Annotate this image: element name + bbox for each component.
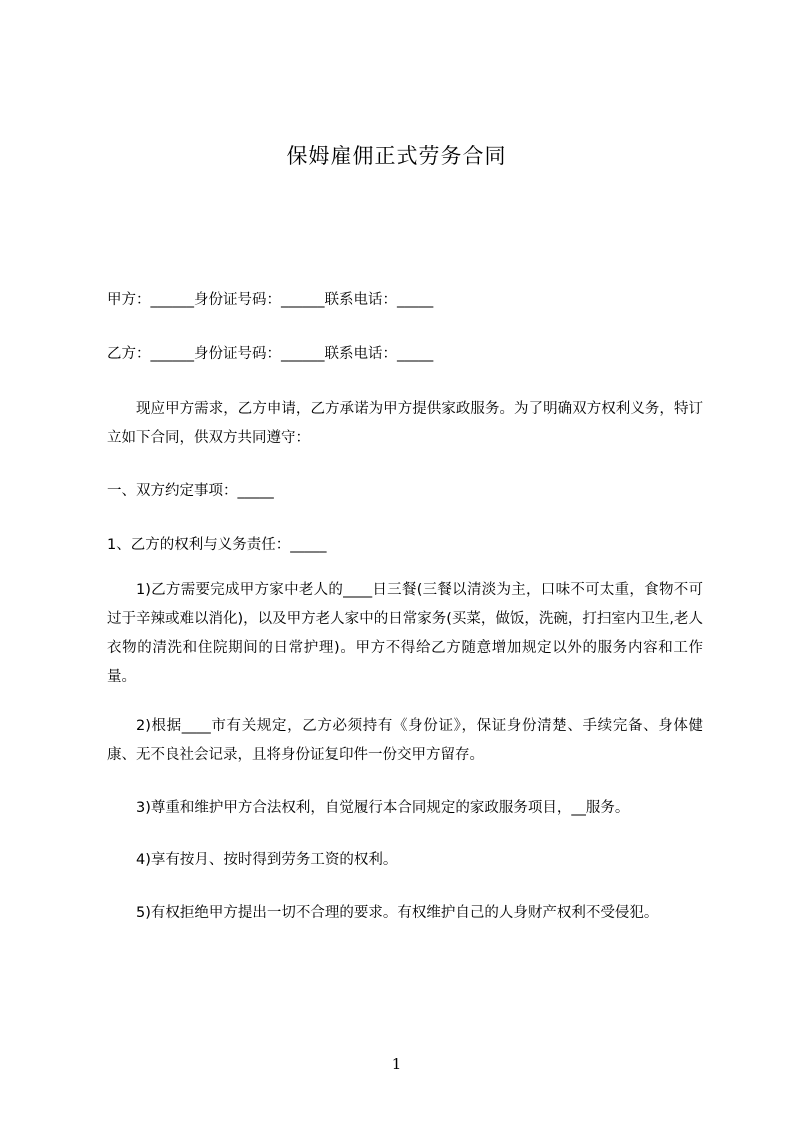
page-title: 保姆雇佣正式劳务合同 bbox=[286, 144, 507, 168]
page-number: 1 bbox=[391, 1055, 402, 1073]
party-b-line: 乙方：______身份证号码：______联系电话：_____ bbox=[107, 346, 434, 362]
intro-paragraph: 现应甲方需求，乙方申请，乙方承诺为甲方提供家政服务。为了明确双方权利义务，特订立如下合同，供双方共同遵守： bbox=[107, 401, 703, 446]
clause-paragraph: 4)享有按月、按时得到劳务工资的权利。 bbox=[136, 852, 398, 868]
party-a-line: 甲方：______身份证号码：______联系电话：_____ bbox=[107, 292, 434, 308]
clause-paragraph: 2)根据____市有关规定，乙方必须持有《身份证》，保证身份清楚、手续完备、身体健康、无不良社会记录，且将身份证复印件一份交甲方留存。 bbox=[107, 718, 703, 763]
clause-paragraph: 1)乙方需要完成甲方家中老人的____日三餐(三餐以清淡为主，口味不可太重，食物不可过于辛辣或难以消化)，以及甲方老人家中的日常家务(买菜，做饭，洗碗，打扫室内卫生,老人衣物的清洗和住院期间的日常护理)。甲方不得给乙方随意增加规定以外的服务内容和工作量。 bbox=[107, 582, 703, 685]
clause-paragraph: 3)尊重和维护甲方合法权利，自觉履行本合同规定的家政服务项目，__服务。 bbox=[136, 800, 630, 816]
section-heading: 一、双方约定事项：_____ bbox=[107, 483, 274, 499]
subsection-heading: 1、乙方的权利与义务责任：_____ bbox=[107, 537, 327, 553]
clause-paragraph: 5)有权拒绝甲方提出一切不合理的要求。有权维护自己的人身财产权利不受侵犯。 bbox=[136, 905, 659, 921]
